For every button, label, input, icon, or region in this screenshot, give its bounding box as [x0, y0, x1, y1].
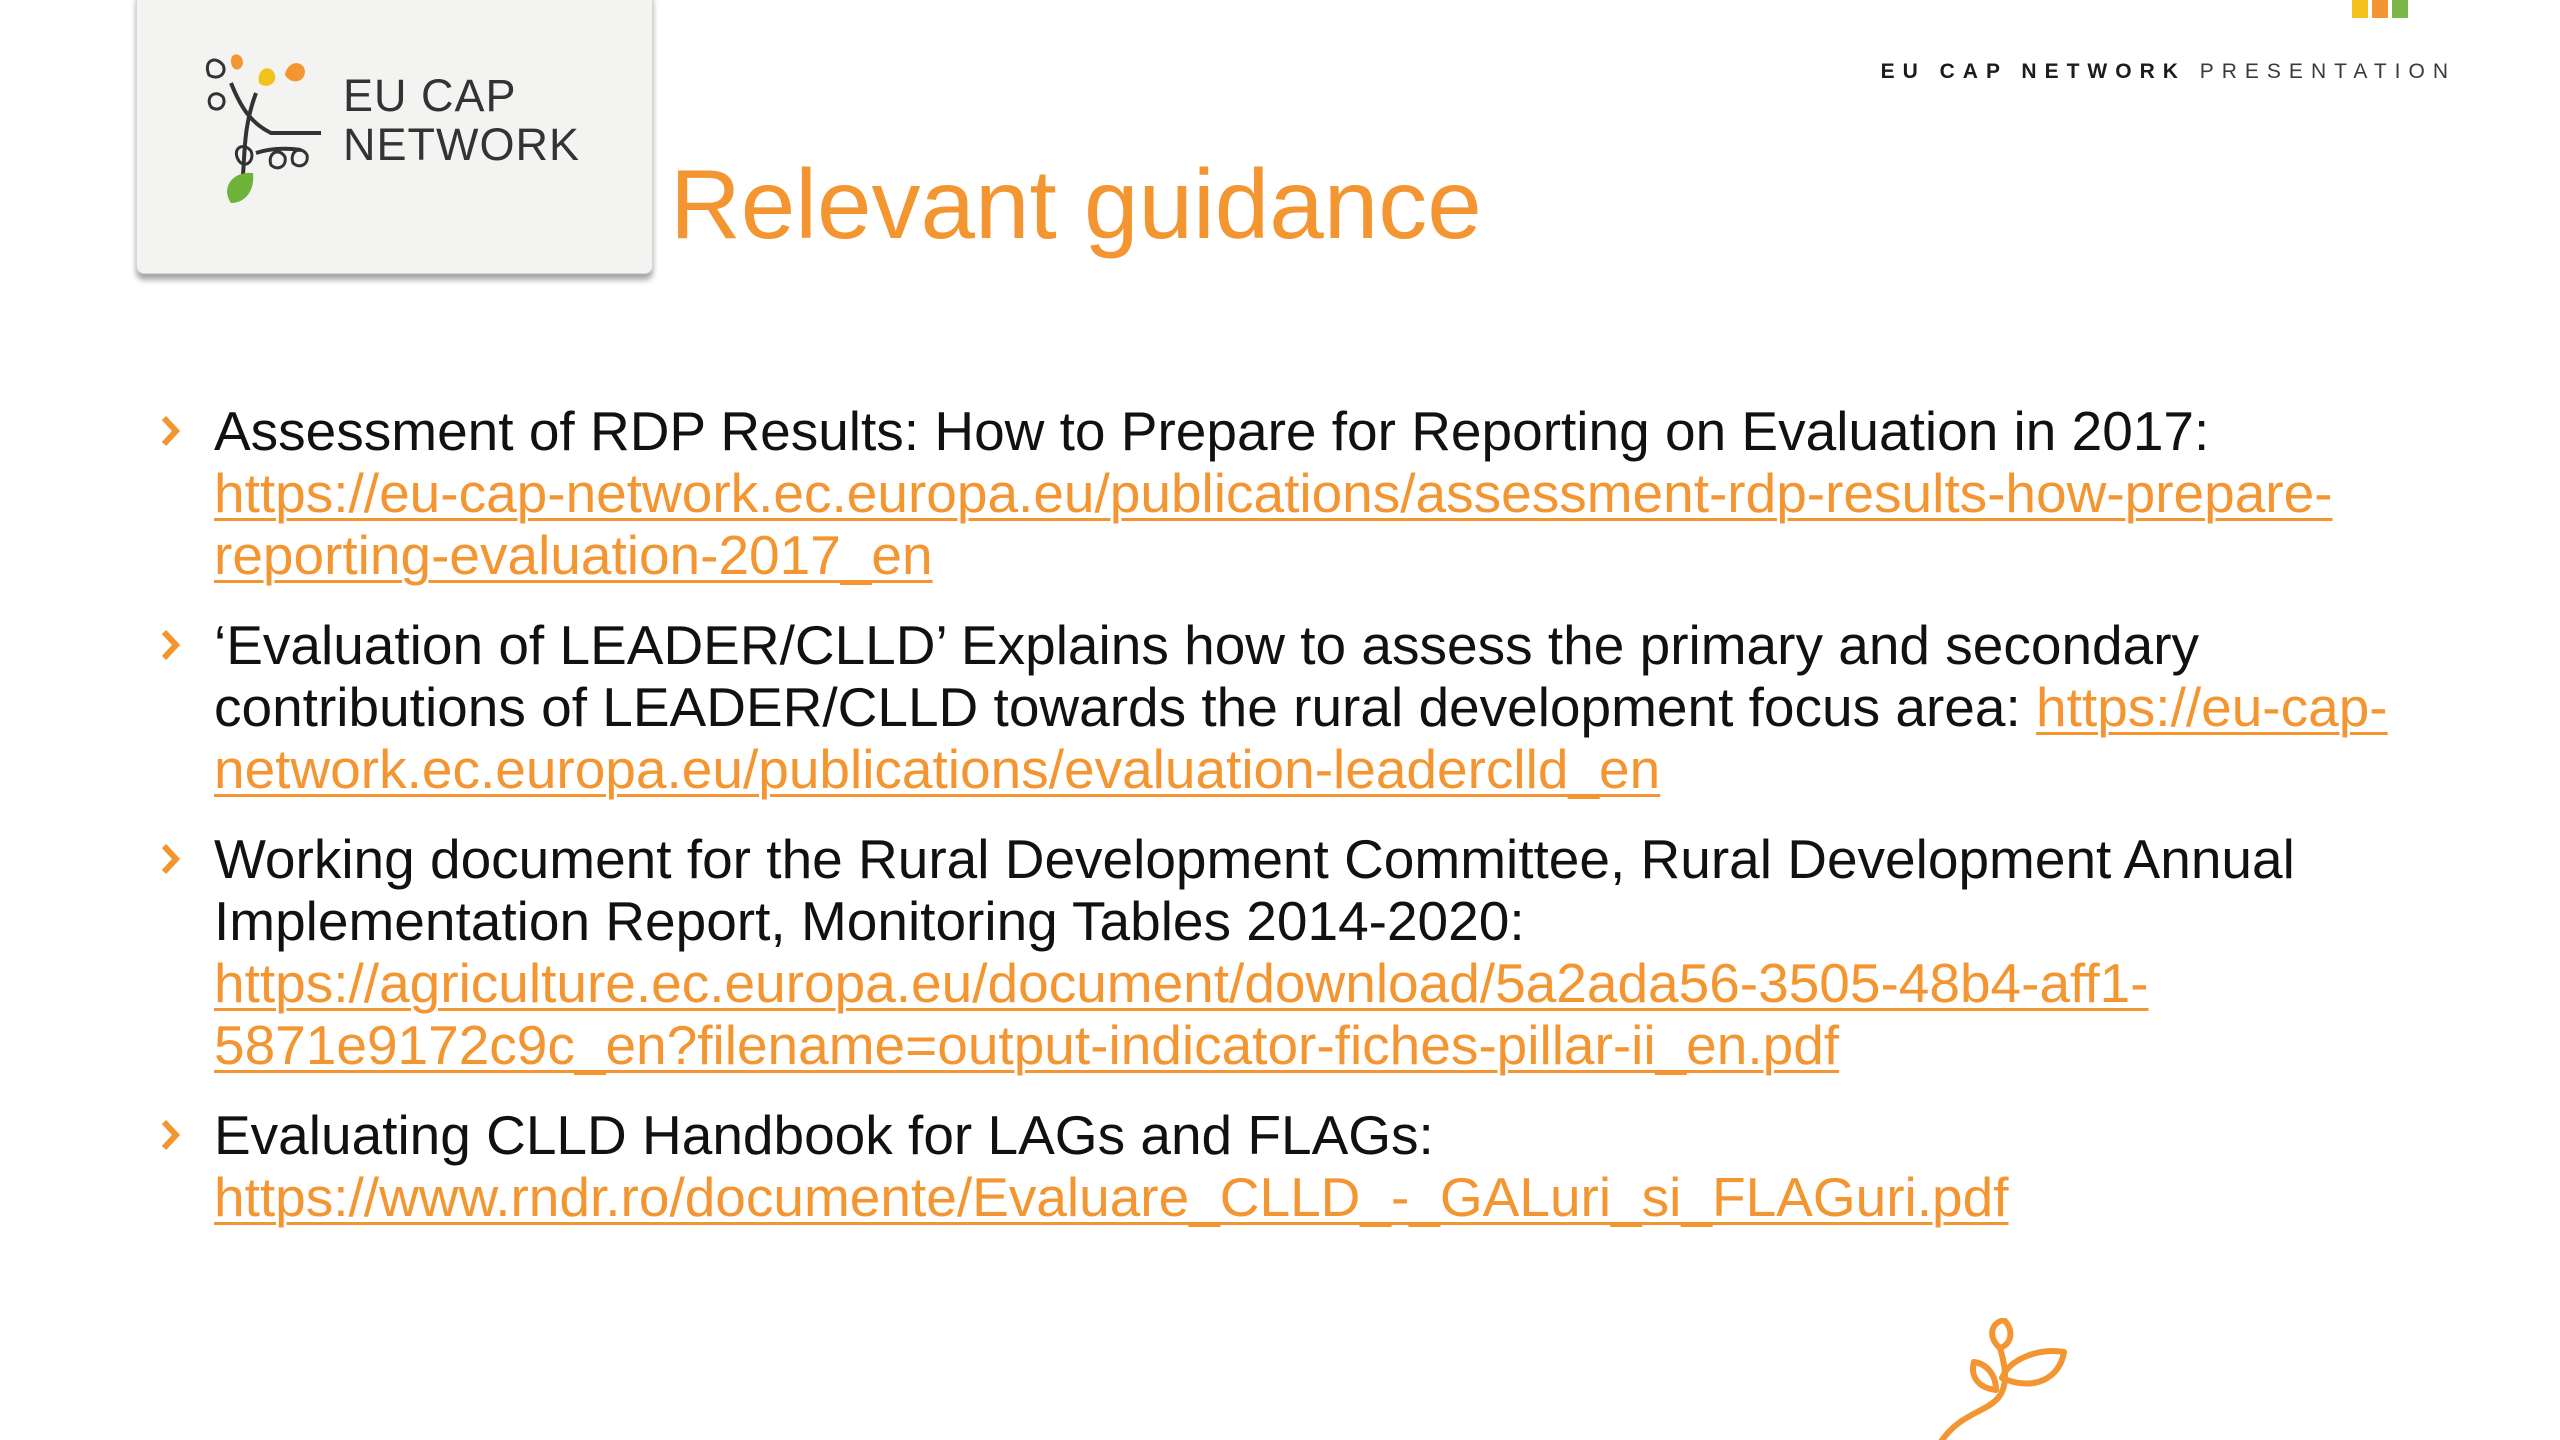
brand-color-blocks — [2352, 0, 2408, 18]
logo-wordmark — [343, 71, 580, 169]
item-text: ‘Evaluation of LEADER/CLLD’ Explains how to assess the primary and secondary contributions of LEADER/CLLD towards the rural development focus area: — [214, 614, 2200, 738]
list-item — [160, 828, 2420, 1076]
chevron-right-icon — [160, 842, 182, 876]
item-link[interactable]: https://eu-cap-network.ec.europa.eu/publications/assessment-rdp-results-how-prepare-reporting-evaluation-2017_en — [214, 462, 2333, 586]
page-title: Relevant guidance — [670, 149, 1482, 259]
item-text: Evaluating CLLD Handbook for LAGs and FLAGs: — [214, 1104, 1434, 1166]
header-brand: EU CAP NETWORK — [1880, 60, 2186, 83]
header-presentation: PRESENTATION — [2199, 60, 2456, 83]
color-block-yellow — [2352, 0, 2368, 18]
logo-card — [136, 0, 653, 274]
item-text: Working document for the Rural Development Committee, Rural Development Annual Implementation Report, Monitoring Tables 2014-2020: — [214, 828, 2295, 952]
chevron-right-icon — [160, 414, 182, 448]
logo-line-2: NETWORK — [343, 119, 580, 170]
color-block-orange — [2372, 0, 2388, 18]
item-link[interactable]: https://agriculture.ec.europa.eu/document/download/5a2ada56-3505-48b4-aff1-5871e9172c9c_en?filename=output-indicator-fiches-pillar-ii_en.pdf — [214, 952, 2149, 1076]
item-link[interactable]: https://eu-cap-network.ec.europa.eu/publications/evaluation-leaderclld_en — [214, 676, 2388, 800]
presentation-header — [1881, 60, 2456, 84]
guidance-list — [160, 400, 2420, 1256]
sprout-icon — [1930, 1318, 2080, 1440]
list-item — [160, 400, 2420, 586]
chevron-right-icon — [160, 628, 182, 662]
logo-line-1: EU CAP — [343, 70, 517, 121]
item-text: Assessment of RDP Results: How to Prepare for Reporting on Evaluation in 2017: — [214, 400, 2210, 462]
color-block-green — [2392, 0, 2408, 18]
chevron-right-icon — [160, 1118, 182, 1152]
vine-leaves-icon — [201, 53, 341, 203]
item-link[interactable]: https://www.rndr.ro/documente/Evaluare_CLLD_-_GALuri_si_FLAGuri.pdf — [214, 1166, 2009, 1228]
list-item — [160, 614, 2420, 800]
list-item — [160, 1104, 2420, 1228]
